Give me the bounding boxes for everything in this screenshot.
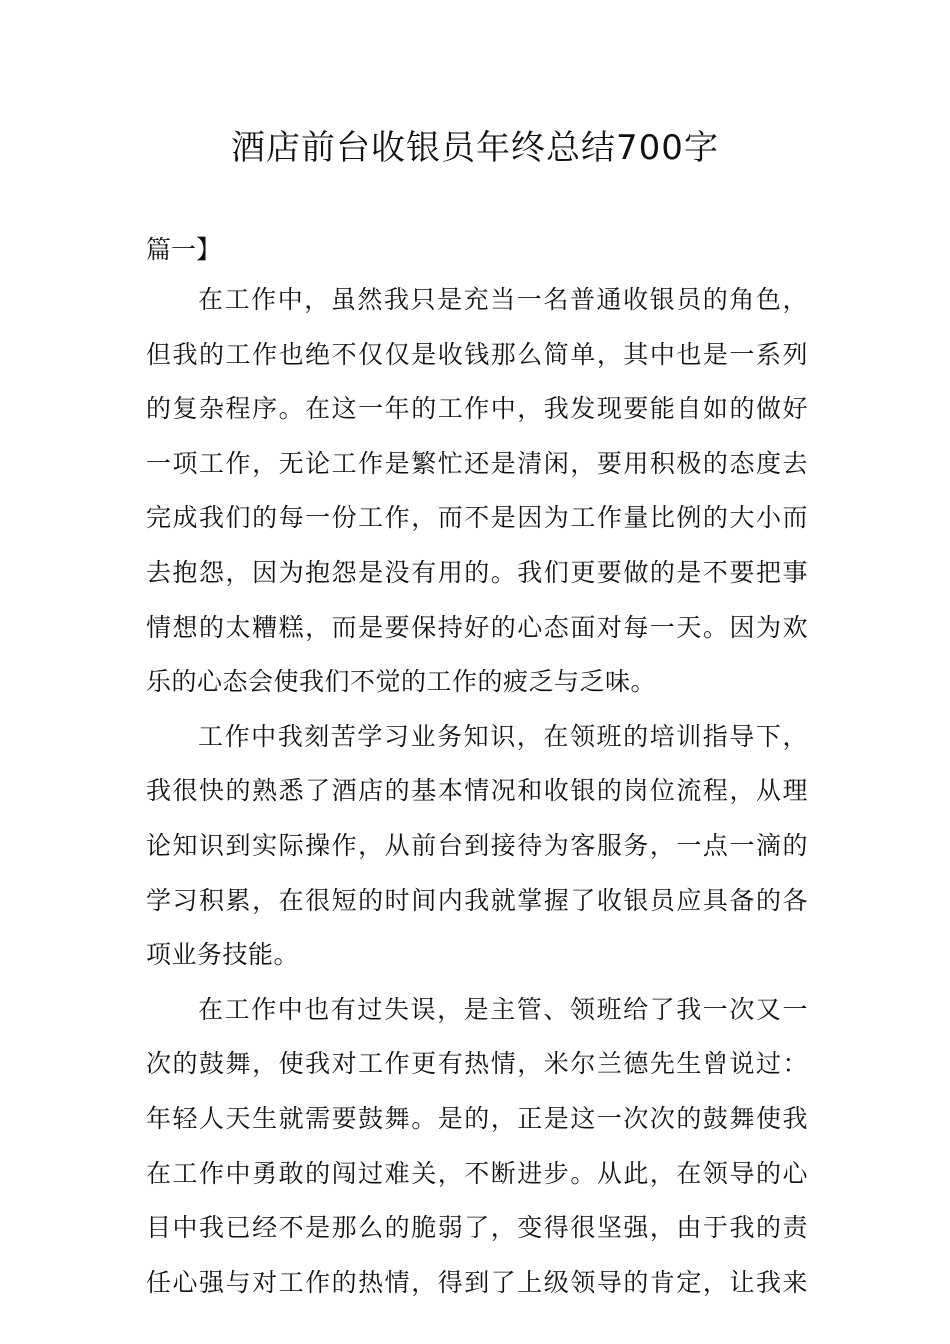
text-line: 完成我们的每一份工作，而不是因为工作量比例的大小而	[146, 503, 808, 533]
document-title: 酒店前台收银员年终总结700字	[231, 128, 719, 168]
text-line: 的复杂程序。在这一年的工作中，我发现要能自如的做好	[146, 394, 808, 424]
text-line: 任心强与对工作的热情，得到了上级领导的肯定，让我来	[146, 1267, 808, 1297]
text-line: 去抱怨，因为抱怨是没有用的。我们更要做的是不要把事	[146, 557, 808, 587]
text-line: 次的鼓舞，使我对工作更有热情，米尔兰德先生曾说过：	[146, 1049, 808, 1079]
text-line: 在工作中勇敢的闯过难关，不断进步。从此，在领导的心	[146, 1158, 808, 1188]
document-body	[146, 273, 808, 1310]
text-line: 乐的心态会使我们不觉的工作的疲乏与乏味。	[146, 667, 657, 697]
paragraph-1	[146, 273, 808, 710]
text-line: 情想的太糟糕，而是要保持好的心态面对每一天。因为欢	[146, 612, 808, 642]
text-line: 在工作中也有过失误，是主管、领班给了我一次又一	[198, 994, 808, 1024]
text-line: 目中我已经不是那么的脆弱了，变得很坚强，由于我的责	[146, 1213, 808, 1243]
section-label: 篇一】	[146, 235, 222, 264]
text-line: 在工作中，虽然我只是充当一名普通收银员的角色，	[198, 285, 808, 314]
text-line: 项业务技能。	[146, 940, 300, 970]
text-line: 一项工作，无论工作是繁忙还是清闲，要用积极的态度去	[146, 448, 808, 478]
paragraph-2	[146, 710, 808, 983]
text-line: 工作中我刻苦学习业务知识，在领班的培训指导下，	[198, 721, 808, 751]
text-line: 学习积累，在很短的时间内我就掌握了收银员应具备的各	[146, 885, 808, 915]
text-line: 论知识到实际操作，从前台到接待为客服务，一点一滴的	[146, 830, 808, 860]
paragraph-3	[146, 983, 808, 1311]
text-line: 年轻人天生就需要鼓舞。是的，正是这一次次的鼓舞使我	[146, 1103, 808, 1133]
text-line: 但我的工作也绝不仅仅是收钱那么简单，其中也是一系列	[146, 339, 808, 369]
text-line: 我很快的熟悉了酒店的基本情况和收银的岗位流程，从理	[146, 776, 808, 806]
